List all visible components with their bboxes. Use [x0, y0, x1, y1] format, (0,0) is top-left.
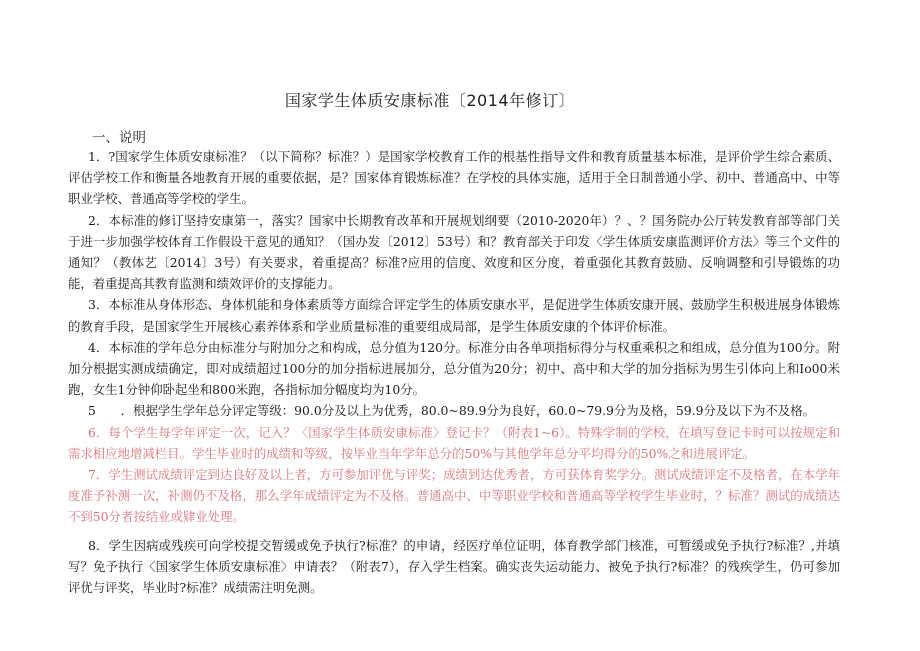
paragraph-3: 3．本标准从身体形态、身体机能和身体素质等方面综合评定学生的体质安康水平，是促进学生体质安康开展、鼓励学生积极进展身体锻炼的教育手段，是国家学生开展核心素养体系和学业质量标准的重要组成局部，是学生体质安康的个体评价标准。 — [68, 297, 840, 334]
document-body — [68, 146, 840, 598]
paragraph-5: 5 ．根据学生学年总分评定等级：90.0分及以上为优秀，80.0~89.9分为良好，60.0~79.9分为及格，59.9分及以下为不及格。 — [88, 403, 815, 419]
paragraph-6: 6．每个学生每学年评定一次，记入？〈国家学生体质安康标准〉登记卡？（附表1~6）。特殊学制的学校，在填写登记卡时可以按规定和需求相应地增减栏目。学生毕业时的成绩和等级，按毕业当年学年总分的50%与其他学年总分平均得分的50%之和进展评定。 — [68, 424, 840, 461]
document-title: 国家学生体质安康标准〔2014年修订〕 — [284, 91, 576, 110]
section-heading: 一、说明 — [92, 130, 146, 146]
paragraph-2: 2．本标准的修订坚持安康第一，落实？国家中长期教育改革和开展规划纲要（2010-2020年）？、？国务院办公厅转发教育部等部门关于进一步加强学校体育工作假设干意见的通知？（国办发〔2012〕53号）和？教育部关于印发〈学生体质安康监测评价方法〉等三个文件的通知？（教体艺〔2014〕3号）有关要求，着重提高？标准?应用的信度、效度和区分度，着重强化其教育鼓励、反响调整和引导锻炼的功能，着重提高其教育监测和绩效评价的支撑能力。 — [68, 212, 840, 292]
paragraph-4: 4．本标准的学年总分由标准分与附加分之和构成，总分值为120分。标准分由各单项指标得分与权重乘积之和组成，总分值为100分。附加分根据实测成绩确定，即对成绩超过100分的加分指标进展加分，总分值为20分；初中、高中和大学的加分指标为男生引体向上和Io00米跑，女生1分钟仰卧起坐和800米跑，各指标加分幅度均为10分。 — [68, 339, 840, 398]
paragraph-7: 7．学生测试成绩评定到达良好及以上者，方可参加评优与评奖；成绩到达优秀者，方可获体育奖学分。测试成绩评定不及格者，在本学年度准予补测一次，补测仍不及格，那么学年成绩评定为不及格。普通高中、中等职业学校和普通高等学校学生毕业时，？标准？测试的成绩达不到50分者按结业或肄业处理。 — [68, 467, 840, 525]
paragraph-1: 1．?国家学生体质安康标准？（以下简称？标准？）是国家学校教育工作的根基性指导文件和教育质量基本标准，是评价学生综合素质、评估学校工作和衡量各地教育开展的重要依据，是？国家体育锻炼标准？在学校的具体实施，适用于全日制普通小学、初中、普通高中、中等职业学校、普通高等学校的学生。 — [68, 149, 840, 207]
paragraph-8: 8．学生因病或残疾可向学校提交暂缓或免予执行?标准？的申请，经医疗单位证明，体育教学部门核准，可暂缓或免予执行?标准？,并填写？免予执行〈国家学生体质安康标准〉申请表？（附表7），存入学生档案。确实丧失运动能力、被免予执行?标准？的残疾学生，仍可参加评优与评奖，毕业时?标准？成绩需注明免测。 — [68, 537, 840, 596]
